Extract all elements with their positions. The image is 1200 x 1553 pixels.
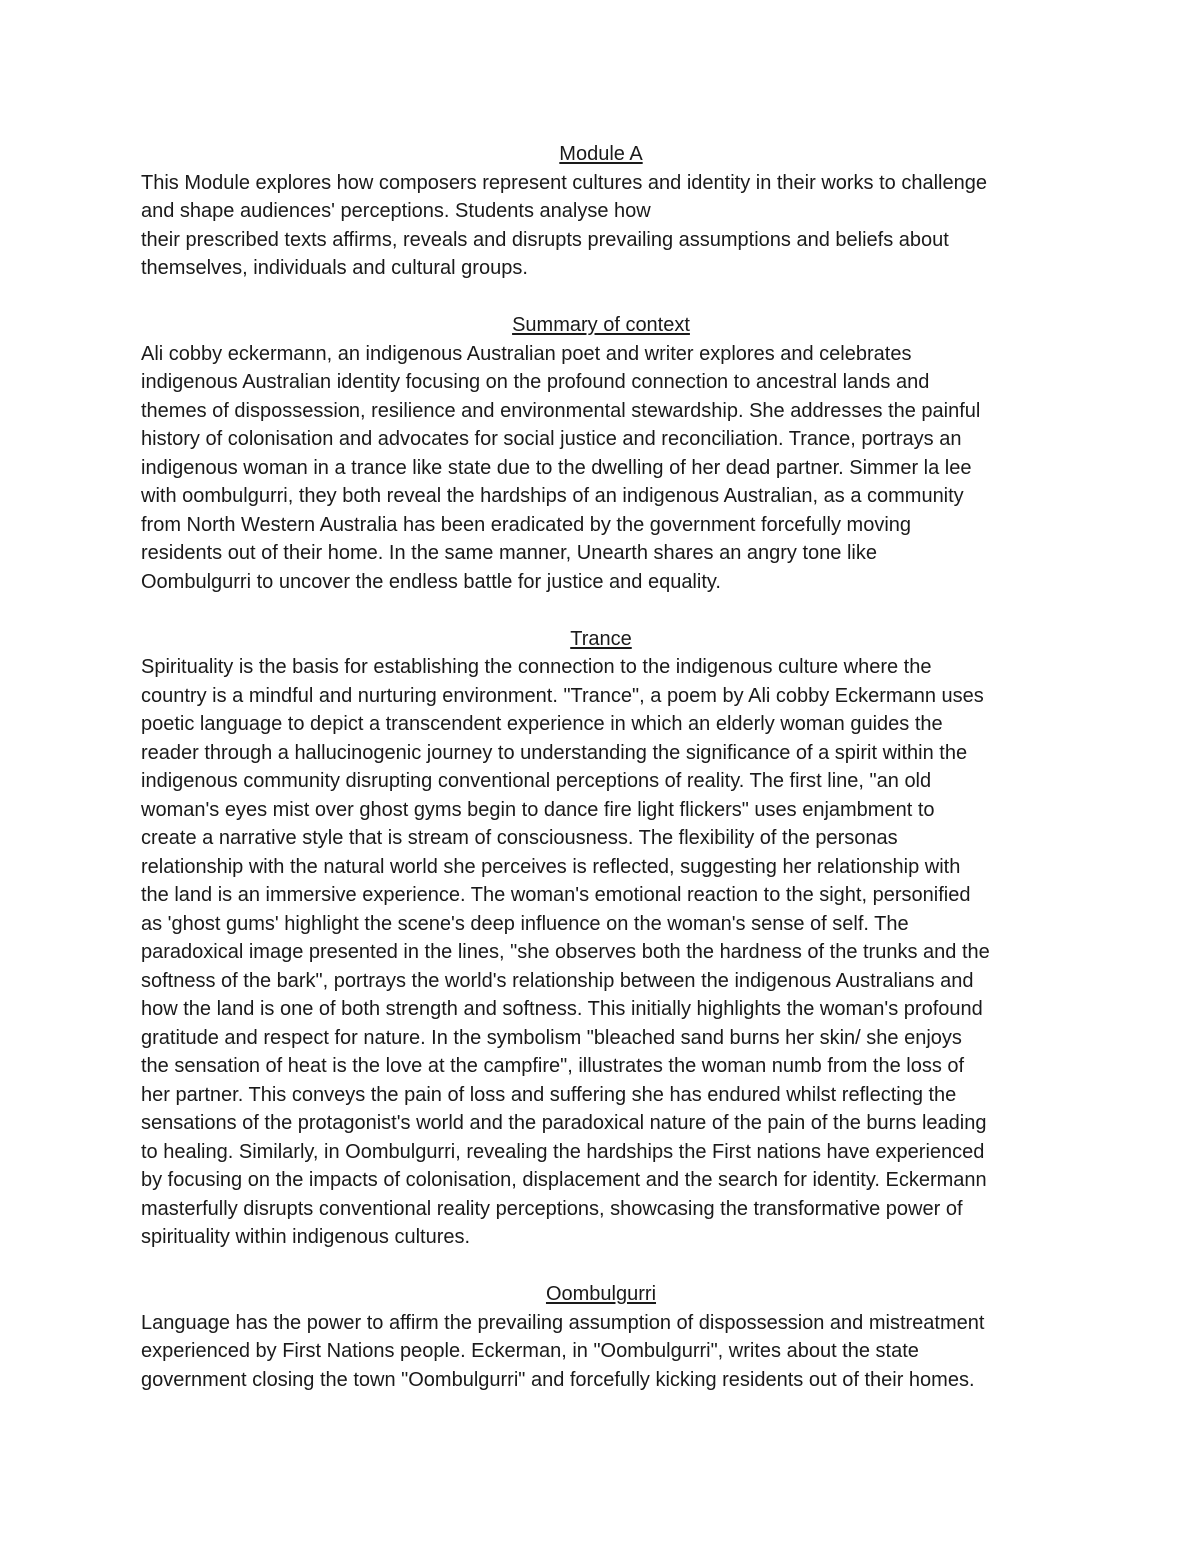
section-spacer: [141, 283, 1061, 312]
paragraph-line: sensations of the protagonist's world and the paradoxical nature of the pain of the burns leading: [141, 1112, 987, 1134]
paragraph-line: woman's eyes mist over ghost gyms begin to dance fire light flickers" uses enjambment to: [141, 798, 935, 821]
paragraph-line: Language has the power to affirm the prevailing assumption of dispossession and mistreatment: [141, 1311, 985, 1334]
paragraph-line: relationship with the natural world she perceives is reflected, suggesting her relationship with: [141, 855, 961, 878]
paragraph-line: Spirituality is the basis for establishing the connection to the indigenous culture where the: [141, 656, 932, 678]
paragraph-line: country is a mindful and nurturing environment. "Trance", a poem by Ali cobby Eckermann uses: [141, 684, 984, 707]
paragraph-line: with oombulgurri, they both reveal the hardships of an indigenous Australian, as a community: [141, 485, 964, 507]
paragraph-line: poetic language to depict a transcendent experience in which an elderly woman guides the: [141, 713, 943, 735]
paragraph-line: to healing. Similarly, in Oombulgurri, revealing the hardships the First nations have experienced: [141, 1140, 985, 1163]
paragraph-line: create a narrative style that is stream of consciousness. The flexibility of the personas: [141, 827, 898, 849]
paragraph-line: gratitude and respect for nature. In the symbolism "bleached sand burns her skin/ she enjoys: [141, 1026, 962, 1049]
paragraph-line: her partner. This conveys the pain of loss and suffering she has endured whilst reflecting the: [141, 1083, 957, 1106]
section-paragraph: [141, 653, 1061, 1252]
section-spacer: [141, 1252, 1061, 1281]
section-heading: Module A: [559, 143, 643, 165]
paragraph-line: history of colonisation and advocates for social justice and reconciliation. Trance, portrays an: [141, 428, 962, 450]
paragraph-line: from North Western Australia has been eradicated by the government forcefully moving: [141, 513, 912, 536]
paragraph-line: the sensation of heat is the love at the campfire", illustrates the woman numb from the loss of: [141, 1055, 965, 1077]
paragraph-line: and shape audiences' perceptions. Students analyse how: [141, 200, 651, 222]
section: [141, 140, 1061, 283]
section: [141, 311, 1061, 596]
section: [141, 625, 1061, 1252]
paragraph-line: indigenous community disrupting conventional perceptions of reality. The first line, "an old: [141, 770, 932, 792]
section-heading: Oombulgurri: [545, 1283, 657, 1305]
paragraph-line: spirituality within indigenous cultures.: [141, 1226, 471, 1248]
paragraph-line: themselves, individuals and cultural groups.: [141, 257, 528, 279]
paragraph-line: indigenous woman in a trance like state due to the dwelling of her dead partner. Simmer la lee: [141, 456, 972, 479]
paragraph-line: Oombulgurri to uncover the endless battle for justice and equality.: [141, 570, 721, 593]
document-page: [141, 140, 1061, 1394]
paragraph-line: masterfully disrupts conventional reality perceptions, showcasing the transformative power of: [141, 1197, 963, 1220]
paragraph-line: Ali cobby eckermann, an indigenous Australian poet and writer explores and celebrates: [141, 342, 912, 365]
section-paragraph: [141, 169, 1061, 283]
paragraph-line: residents out of their home. In the same manner, Unearth shares an angry tone like: [141, 542, 877, 564]
paragraph-line: reader through a hallucinogenic journey to understanding the significance of a spirit within the: [141, 741, 968, 764]
paragraph-line: the land is an immersive experience. The woman's emotional reaction to the sight, personified: [141, 884, 971, 906]
paragraph-line: by focusing on the impacts of colonisation, displacement and the search for identity. Eckermann: [141, 1169, 987, 1191]
paragraph-line: as 'ghost gums' highlight the scene's deep influence on the woman's sense of self. The: [141, 912, 909, 935]
paragraph-line: indigenous Australian identity focusing on the profound connection to ancestral lands and: [141, 371, 930, 393]
section-paragraph: [141, 1309, 1061, 1395]
paragraph-line: government closing the town "Oombulgurri" and forcefully kicking residents out of their homes.: [141, 1368, 975, 1391]
paragraph-line: paradoxical image presented in the lines, "she observes both the hardness of the trunks and the: [141, 941, 990, 963]
section-paragraph: [141, 340, 1061, 597]
section: [141, 1280, 1061, 1394]
section-heading: Summary of context: [512, 314, 690, 336]
paragraph-line: experienced by First Nations people. Eckerman, in "Oombulgurri", writes about the state: [141, 1340, 919, 1362]
paragraph-line: how the land is one of both strength and softness. This initially highlights the woman's profound: [141, 998, 983, 1020]
paragraph-line: themes of dispossession, resilience and environmental stewardship. She addresses the painful: [141, 399, 981, 422]
paragraph-line: softness of the bark", portrays the world's relationship between the indigenous Australians and: [141, 969, 974, 992]
section-spacer: [141, 596, 1061, 625]
paragraph-line: their prescribed texts affirms, reveals and disrupts prevailing assumptions and beliefs about: [141, 228, 949, 251]
section-heading: Trance: [570, 627, 632, 650]
paragraph-line: This Module explores how composers represent cultures and identity in their works to challenge: [141, 171, 987, 194]
